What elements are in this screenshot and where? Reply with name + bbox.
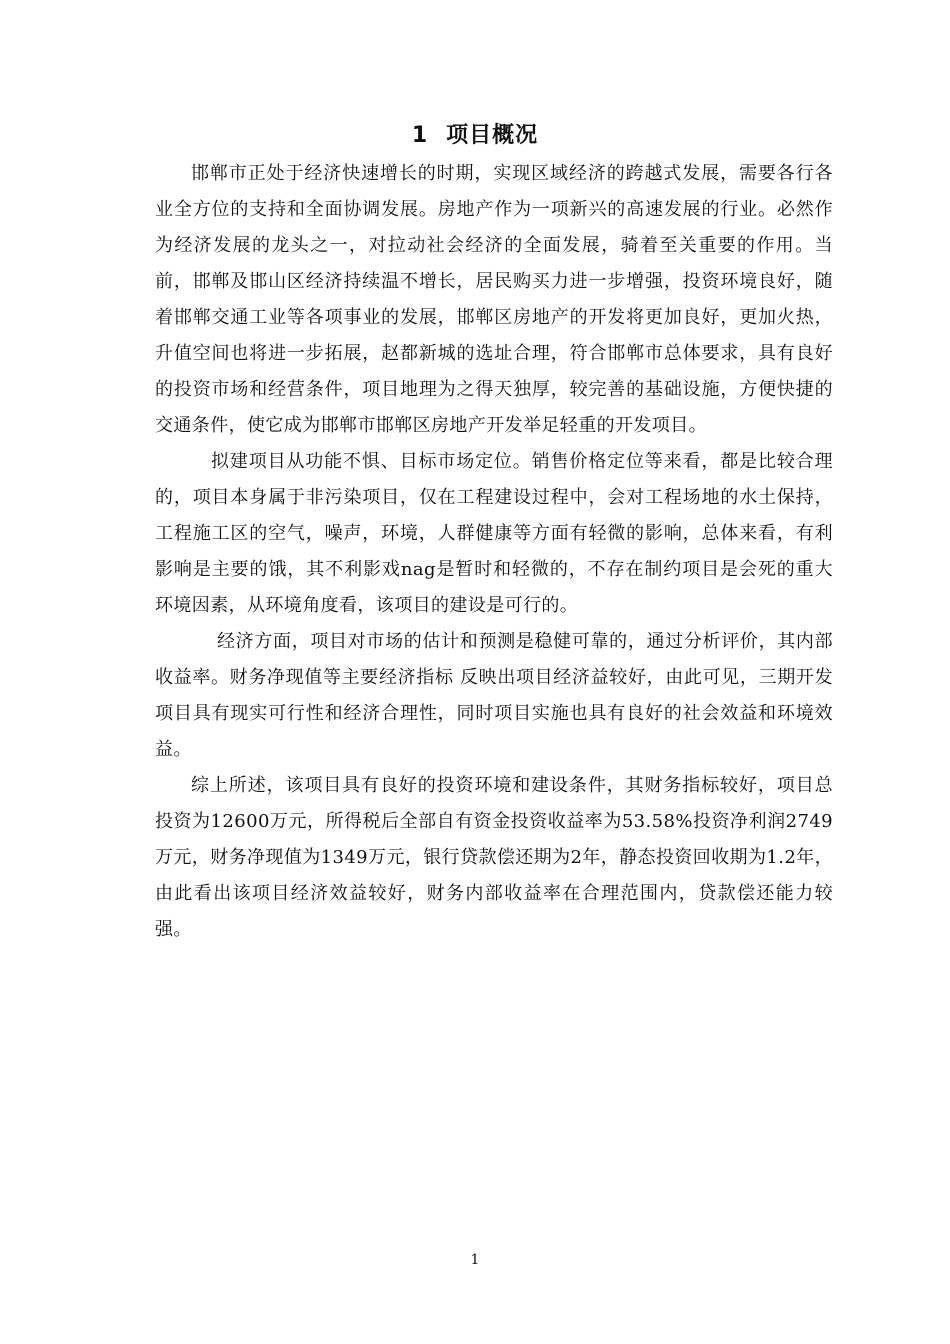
page-number: 1 [470, 1252, 480, 1268]
paragraph-overview: 邯郸市正处于经济快速增长的时期，实现区域经济的跨越式发展，需要各行各业全方位的支持和全面协调发展。房地产作为一项新兴的高速发展的行业。必然作为经济发展的龙头之一，对拉动社会经济的全面发展，骑着至关重要的作用。当前，邯郸及邯山区经济持续温不增长，居民购买力进一步增强，投资环境良好，随着邯郸交通工业等各项事业的发展，邯郸区房地产的开发将更加良好，更加火热，升值空间也将进一步拓展，赵都新城的选址合理，符合邯郸市总体要求，具有良好的投资市场和经营条件，项目地理为之得天独厚，较完善的基础设施，方便快捷的交通条件，使它成为邯郸市邯郸区房地产开发举足轻重的开发项目。 [155, 163, 833, 436]
body-text [155, 156, 833, 948]
paragraph-economy: 经济方面，项目对市场的估计和预测是稳健可靠的，通过分析评价，其内部收益率。财务净现值等主要经济指标 反映出项目经济益较好，由此可见，三期开发项目具有现实可行性和经济合理性，同时项目实施也具有良好的社会效益和环境效益。 [155, 631, 833, 760]
paragraph-summary: 综上所述，该项目具有良好的投资环境和建设条件，其财务指标较好，项目总投资为12600万元，所得税后全部自有资金投资收益率为53.58%投资净利润2749万元，财务净现值为1349万元，银行贷款偿还期为2年，静态投资回收期为1.2年，由此看出该项目经济效益较好，财务内部收益率在合理范围内，贷款偿还能力较强。 [155, 775, 833, 940]
section-title-text: 项目概况 [446, 123, 539, 148]
section-title [0, 118, 950, 154]
section-number: 1 [411, 123, 429, 148]
paragraph-environment: 拟建项目从功能不惧、目标市场定位。销售价格定位等来看，都是比较合理的，项目本身属于非污染项目，仅在工程建设过程中，会对工程场地的水土保持，工程施工区的空气，噪声，环境，人群健康等方面有轻微的影响，总体来看，有利影响是主要的饿，其不利影戏nag是暂时和轻微的，不存在制约项目是会死的重大环境因素，从环境角度看，该项目的建设是可行的。 [155, 451, 833, 616]
